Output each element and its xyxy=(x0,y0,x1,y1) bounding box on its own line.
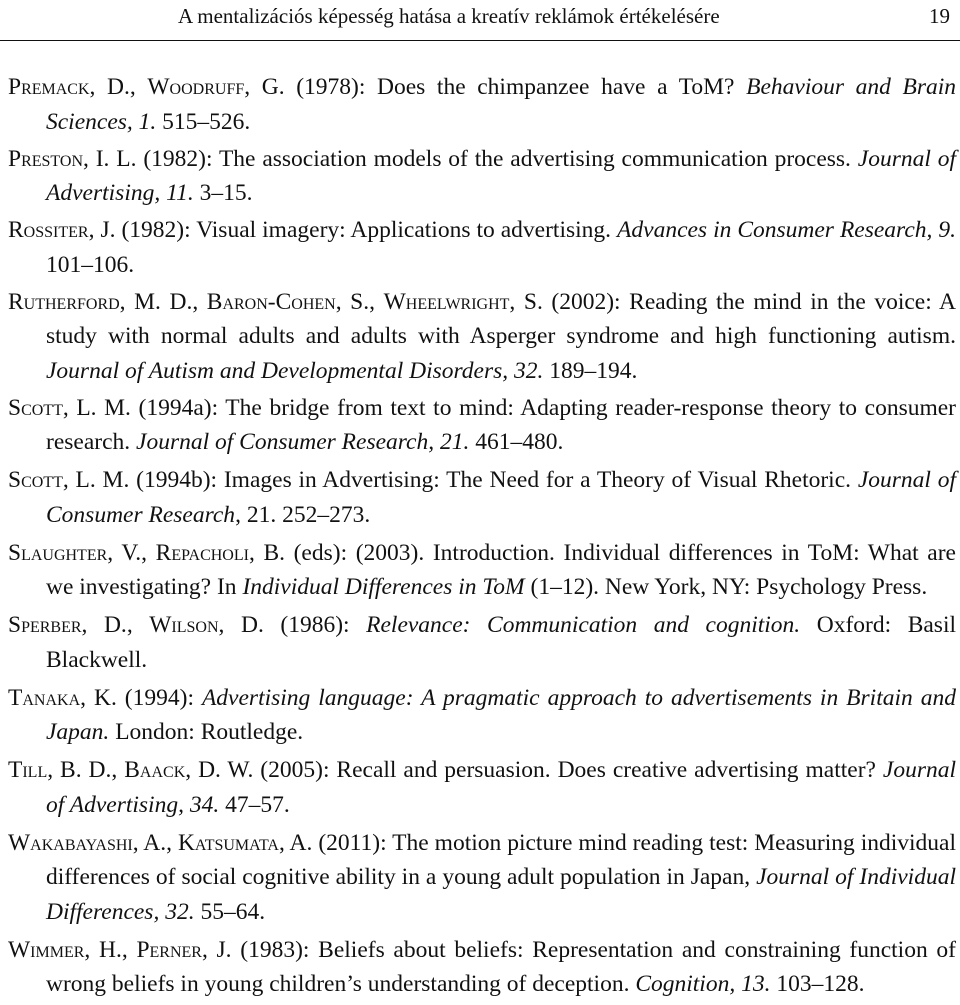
reference-text: 101–106. xyxy=(46,251,135,278)
reference-author: Rossiter, J. xyxy=(8,217,116,243)
reference-source: Journal of Consumer Research, 21. xyxy=(136,429,470,455)
reference-author: Scott, L. M. xyxy=(8,394,131,421)
reference-text: 103–128. xyxy=(770,971,865,997)
reference-author: Premack, D. xyxy=(8,74,130,100)
reference-text: , xyxy=(141,539,156,566)
reference-entry xyxy=(8,142,956,211)
reference-source: Relevance: Communication and cognition. xyxy=(366,612,801,638)
reference-source: Individual Differences in ToM xyxy=(242,574,525,600)
reference-list xyxy=(8,70,956,1005)
reference-text: , xyxy=(121,936,137,963)
reference-entry xyxy=(8,681,956,750)
reference-entry xyxy=(8,536,956,605)
running-title: A mentalizációs képesség hatása a kreatív reklámok értékelésére xyxy=(178,4,720,28)
reference-text: (1–12). New York, NY: Psychology Press. xyxy=(524,574,928,600)
reference-text: 461–480. xyxy=(469,429,564,455)
reference-entry xyxy=(8,826,956,930)
reference-author: Perner, J. xyxy=(136,936,232,963)
reference-author: Wilson, D. xyxy=(149,612,264,638)
reference-author: Wimmer, H. xyxy=(8,936,122,963)
reference-text: London: Routledge. xyxy=(109,719,304,745)
reference-entry xyxy=(8,213,956,282)
reference-source: Journal of Individual Differences, 32. xyxy=(46,864,956,925)
reference-author: Sperber, D. xyxy=(8,612,127,638)
page-number: 19 xyxy=(929,4,950,28)
reference-entry xyxy=(8,391,956,460)
reference-text: (1994a): The bridge from text to mind: Adapting reader-response theory to consumer research. xyxy=(46,394,957,455)
reference-author: Wakabayashi, A. xyxy=(8,829,167,856)
reference-entry xyxy=(8,608,956,677)
reference-text: 515–526. xyxy=(156,108,251,135)
reference-author: Slaughter, V. xyxy=(8,539,142,566)
reference-author: Baron-Cohen, S. xyxy=(206,288,370,315)
reference-author: Baack, D. W. xyxy=(124,757,254,783)
reference-source: Cognition, 13. xyxy=(635,971,771,997)
reference-author: Tanaka, K. xyxy=(8,684,117,711)
reference-text: (eds): (2003). Introduction. Individual differences in ToM: What are we investigating? In xyxy=(46,539,956,600)
reference-entry xyxy=(8,70,956,139)
reference-text: (2011): The motion picture mind reading test: Measuring individual differences of social cognitive ability in a young adult population in Japan, xyxy=(46,829,956,890)
reference-source: Behaviour and Brain Sciences, 1. xyxy=(46,74,957,135)
reference-author: Repacholi, B. xyxy=(155,539,285,566)
reference-entry xyxy=(8,285,956,389)
reference-entry xyxy=(8,933,956,1002)
reference-text: 3–15. xyxy=(193,180,253,206)
reference-entry xyxy=(8,463,956,532)
reference-text: Oxford: Basil Blackwell. xyxy=(46,612,957,673)
reference-source: Journal of Advertising, 34. xyxy=(46,757,957,818)
reference-text: , xyxy=(166,829,178,856)
reference-text: , xyxy=(192,288,207,315)
reference-author: Rutherford, M. D. xyxy=(8,288,193,315)
reference-text: , xyxy=(129,74,148,100)
reference-text: (1978): Does the chimpanzee have a ToM? xyxy=(284,74,747,100)
reference-text: (1986): xyxy=(263,612,367,638)
reference-text: (1994): xyxy=(116,684,202,711)
reference-source: Journal of Autism and Developmental Disorders, 32. xyxy=(46,357,544,384)
reference-source: Journal of Advertising, 11. xyxy=(46,145,956,206)
reference-author: Wheelwright, S. xyxy=(383,288,543,315)
reference-author: Till, B. D. xyxy=(8,757,112,783)
reference-text: (2005): Recall and persuasion. Does creative advertising matter? xyxy=(253,757,883,783)
reference-source: Advertising language: A pragmatic approach to advertisements in Britain and Japan. xyxy=(46,684,956,745)
reference-text: , xyxy=(369,288,384,315)
reference-text: , xyxy=(126,612,150,638)
reference-text: 47–57. xyxy=(219,791,290,818)
reference-author: Katsumata, A. xyxy=(177,829,313,856)
reference-entry xyxy=(8,753,956,822)
reference-source: Advances in Consumer Research, 9. xyxy=(617,217,957,243)
reference-author: Scott, L. M. xyxy=(8,467,130,493)
reference-text: , xyxy=(111,757,125,783)
reference-text: 55–64. xyxy=(194,898,266,925)
reference-source: Journal of Consumer Research xyxy=(46,467,956,528)
reference-text: (2002): Reading the mind in the voice: A study with normal adults and adults with Asperger syndrome and high functioning autism. xyxy=(46,288,956,349)
reference-text: 189–194. xyxy=(543,357,638,384)
reference-text: (1983): Beliefs about beliefs: Representation and constraining function of wrong beliefs in young children’s understanding of deception. xyxy=(46,936,956,997)
reference-text: (1994b): Images in Advertising: The Need for a Theory of Visual Rhetoric. xyxy=(129,467,858,493)
reference-author: Preston, I. L. xyxy=(8,145,137,172)
reference-text: (1982): The association models of the advertising communication process. xyxy=(136,145,858,172)
reference-author: Woodruff, G. xyxy=(147,74,285,100)
reference-text: (1982): Visual imagery: Applications to advertising. xyxy=(115,217,618,243)
running-header xyxy=(0,0,960,41)
reference-text: , 21. 252–273. xyxy=(235,501,371,528)
